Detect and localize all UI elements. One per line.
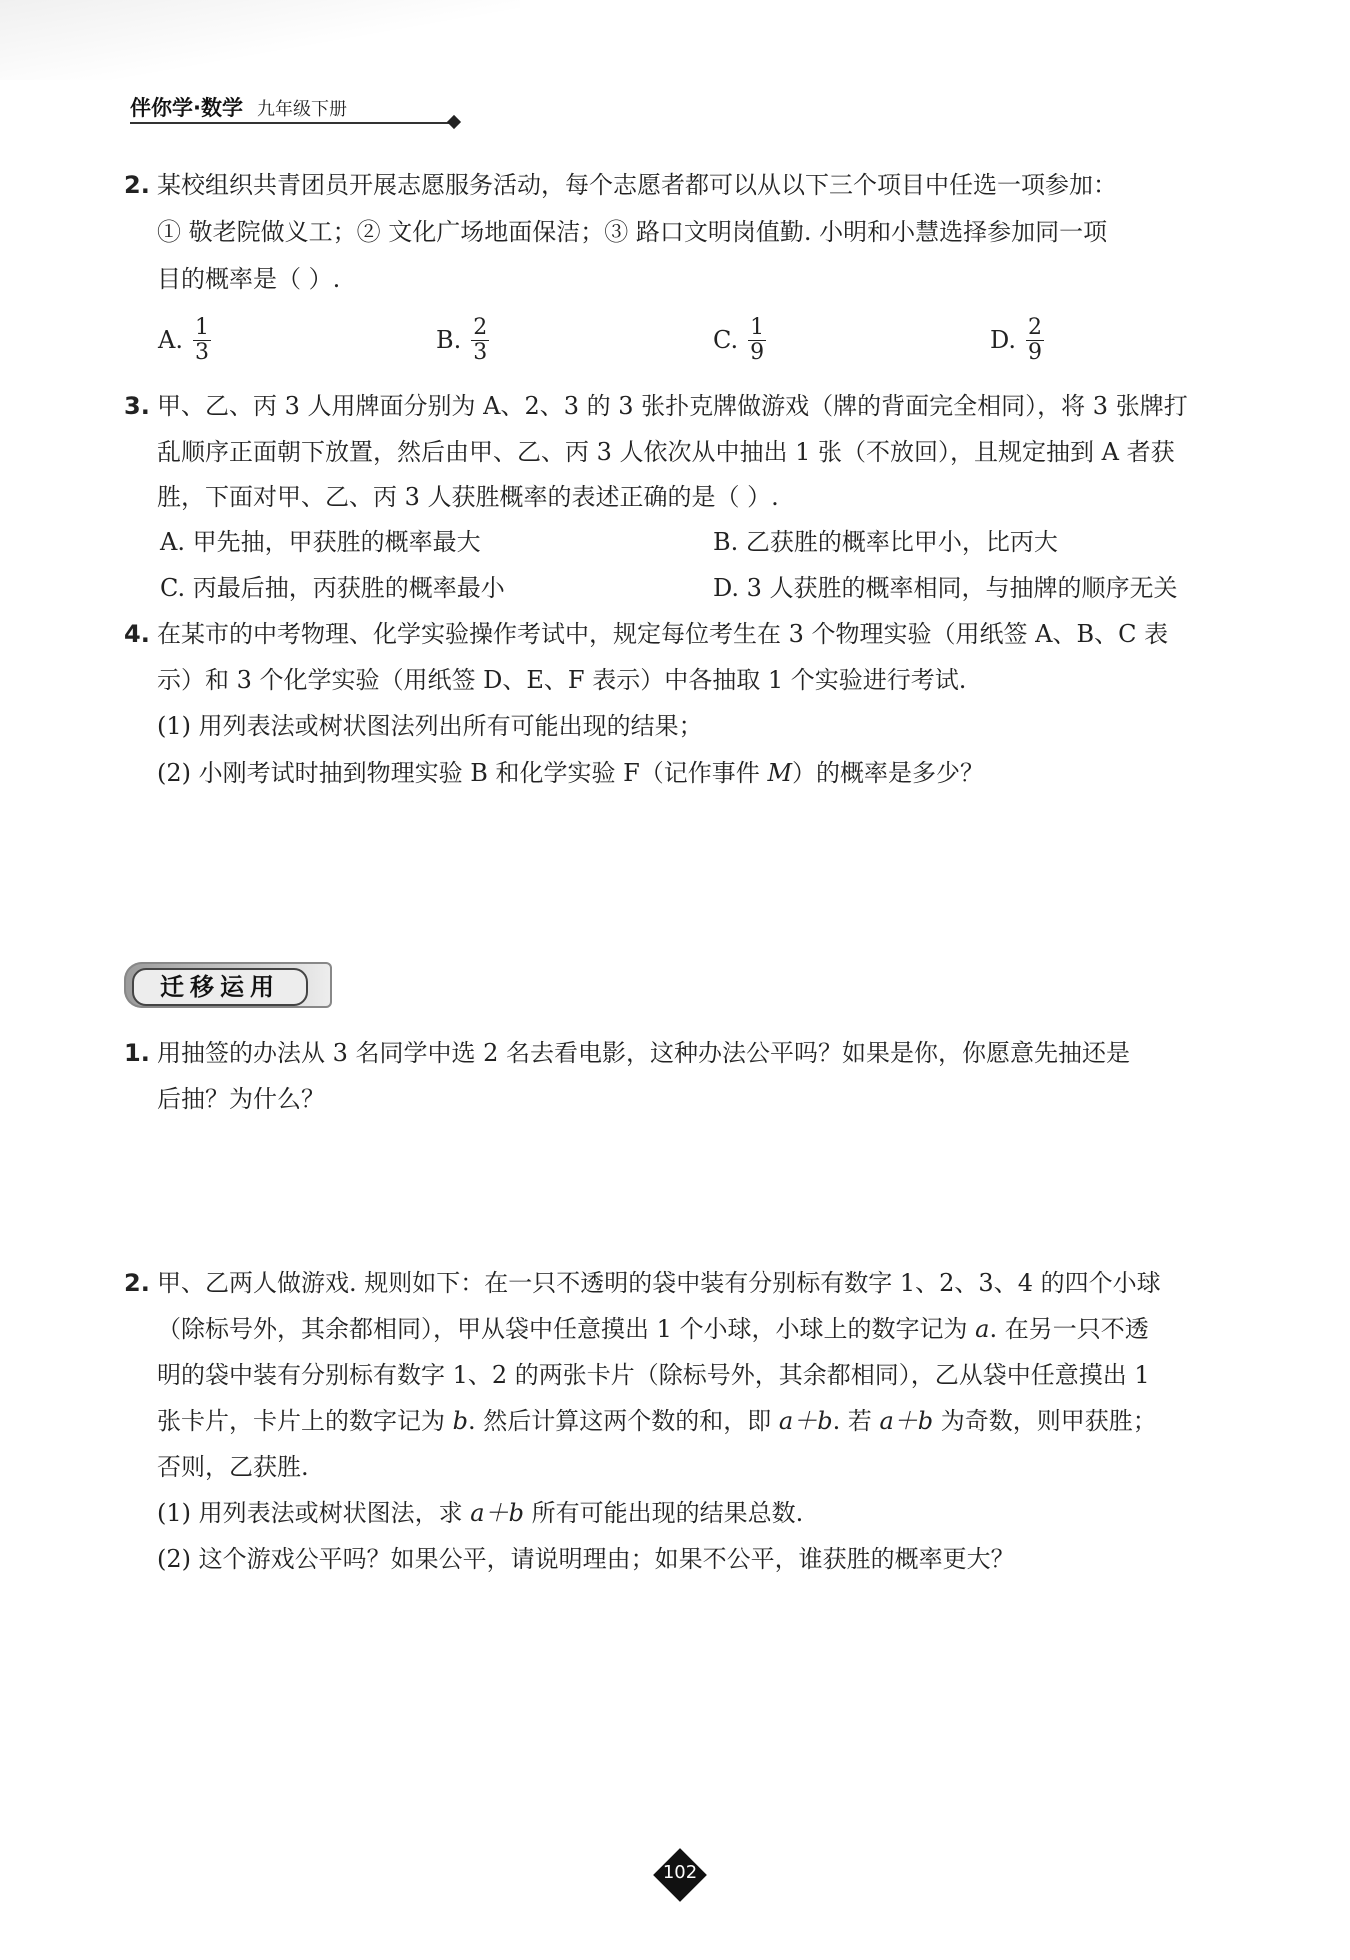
sum-expression: a＋b (879, 1407, 934, 1435)
header-rule (130, 122, 450, 124)
t2-text: （除标号外，其余都相同），甲从袋中任意摸出 1 个小球，小球上的数字记为 (157, 1315, 976, 1343)
q4-sub2-text: ）的概率是多少？ (792, 759, 985, 787)
q3-choice-a: A. 甲先抽，甲获胜的概率最大 (160, 528, 481, 556)
t2-text: . 在另一只不透 (989, 1315, 1149, 1343)
fraction (193, 316, 211, 365)
q2-line: ① 敬老院做义工；② 文化广场地面保洁；③ 路口文明岗值勤. 小明和小慧选择参加同一项 (157, 218, 1108, 246)
event-variable: M (767, 759, 793, 787)
t1-number: 1. (124, 1039, 150, 1067)
t2-text: . 然后计算这两个数的和，即 (468, 1407, 779, 1435)
q4-line: 示）和 3 个化学实验（用纸签 D、E、F 表示）中各抽取 1 个实验进行考试. (157, 666, 967, 694)
q3-number: 3. (124, 392, 150, 420)
sum-expression: a＋b (778, 1407, 833, 1435)
q2-choice-d (990, 310, 1044, 370)
fraction-numerator: 2 (1028, 314, 1043, 340)
q3-choice-b: B. 乙获胜的概率比甲小，比丙大 (713, 528, 1058, 556)
choice-label: D. (990, 326, 1017, 354)
t2-line (157, 1405, 1157, 1437)
q3-line: 甲、乙、丙 3 人用牌面分别为 A、2、3 的 3 张扑克牌做游戏（牌的背面完全相同），将 3 张牌打 (157, 392, 1188, 420)
fraction-numerator: 1 (194, 314, 209, 340)
q4-sub2-text: (2) 小刚考试时抽到物理实验 B 和化学实验 F（记作事件 (157, 759, 768, 787)
q2-number: 2. (124, 171, 150, 199)
t2-line (157, 1313, 1149, 1345)
q2-choice-a (158, 310, 211, 370)
variable-a: a (975, 1315, 990, 1343)
fraction-denominator: 3 (194, 339, 209, 365)
fraction (748, 316, 766, 365)
running-header (130, 92, 460, 126)
choice-label: A. (158, 326, 183, 354)
page-number: 102 (662, 1862, 698, 1883)
variable-b: b (452, 1407, 469, 1435)
q2-line: 目的概率是（ ）. (157, 265, 341, 293)
header-book-title: 伴你学·数学 (130, 96, 243, 120)
fraction-numerator: 1 (750, 314, 765, 340)
fraction (471, 316, 489, 365)
q4-number: 4. (124, 620, 150, 648)
q2-choice-c (713, 310, 766, 370)
t2-sub1 (157, 1497, 803, 1529)
q4-sub1: (1) 用列表法或树状图法列出所有可能出现的结果； (157, 712, 703, 740)
t2-line: 甲、乙两人做游戏. 规则如下：在一只不透明的袋中装有分别标有数字 1、2、3、4 的四个小球 (157, 1269, 1161, 1297)
q3-choice-c: C. 丙最后抽，丙获胜的概率最小 (160, 574, 505, 602)
t2-text: 为奇数，则甲获胜； (933, 1407, 1157, 1435)
page-corner-shade (0, 0, 520, 80)
t1-line: 用抽签的办法从 3 名同学中选 2 名去看电影，这种办法公平吗？如果是你，你愿意先抽还是 (157, 1039, 1131, 1067)
fraction (1026, 316, 1044, 365)
choice-label: B. (436, 326, 462, 354)
t2-text: 所有可能出现的结果总数. (523, 1499, 804, 1527)
q4-line: 在某市的中考物理、化学实验操作考试中，规定每位考生在 3 个物理实验（用纸签 A、B、C 表 (157, 620, 1169, 648)
choice-label: C. (713, 326, 739, 354)
t2-sub2: (2) 这个游戏公平吗？如果公平，请说明理由；如果不公平，谁获胜的概率更大？ (157, 1545, 1015, 1573)
fraction-denominator: 9 (1028, 339, 1043, 365)
q2-choice-b (436, 310, 489, 370)
t2-text: . 若 (832, 1407, 880, 1435)
q4-sub2 (157, 757, 984, 789)
fraction-denominator: 9 (750, 339, 765, 365)
t2-text: 张卡片，卡片上的数字记为 (157, 1407, 453, 1435)
section-title: 迁移运用 (132, 968, 308, 1006)
q3-line: 胜，下面对甲、乙、丙 3 人获胜概率的表述正确的是（ ）. (157, 483, 779, 511)
t2-number: 2. (124, 1269, 150, 1297)
sum-expression: a＋b (470, 1499, 524, 1527)
q3-choice-d: D. 3 人获胜的概率相同，与抽牌的顺序无关 (713, 574, 1178, 602)
page-number-badge (653, 1848, 707, 1902)
fraction-numerator: 2 (473, 314, 488, 340)
t2-line: 否则，乙获胜. (157, 1453, 309, 1481)
q2-line: 某校组织共青团员开展志愿服务活动，每个志愿者都可以从以下三个项目中任选一项参加： (157, 171, 1117, 199)
fraction-denominator: 3 (473, 339, 488, 365)
q3-line: 乱顺序正面朝下放置，然后由甲、乙、丙 3 人依次从中抽出 1 张（不放回），且规定抽到 A 者获 (157, 438, 1175, 466)
section-label (124, 962, 332, 1008)
t1-line: 后抽？为什么？ (157, 1085, 325, 1113)
t2-line: 明的袋中装有分别标有数字 1、2 的两张卡片（除标号外，其余都相同），乙从袋中任意摸出 1 (157, 1361, 1150, 1389)
header-grade: 九年级下册 (256, 99, 347, 120)
t2-text: (1) 用列表法或树状图法，求 (157, 1499, 471, 1527)
